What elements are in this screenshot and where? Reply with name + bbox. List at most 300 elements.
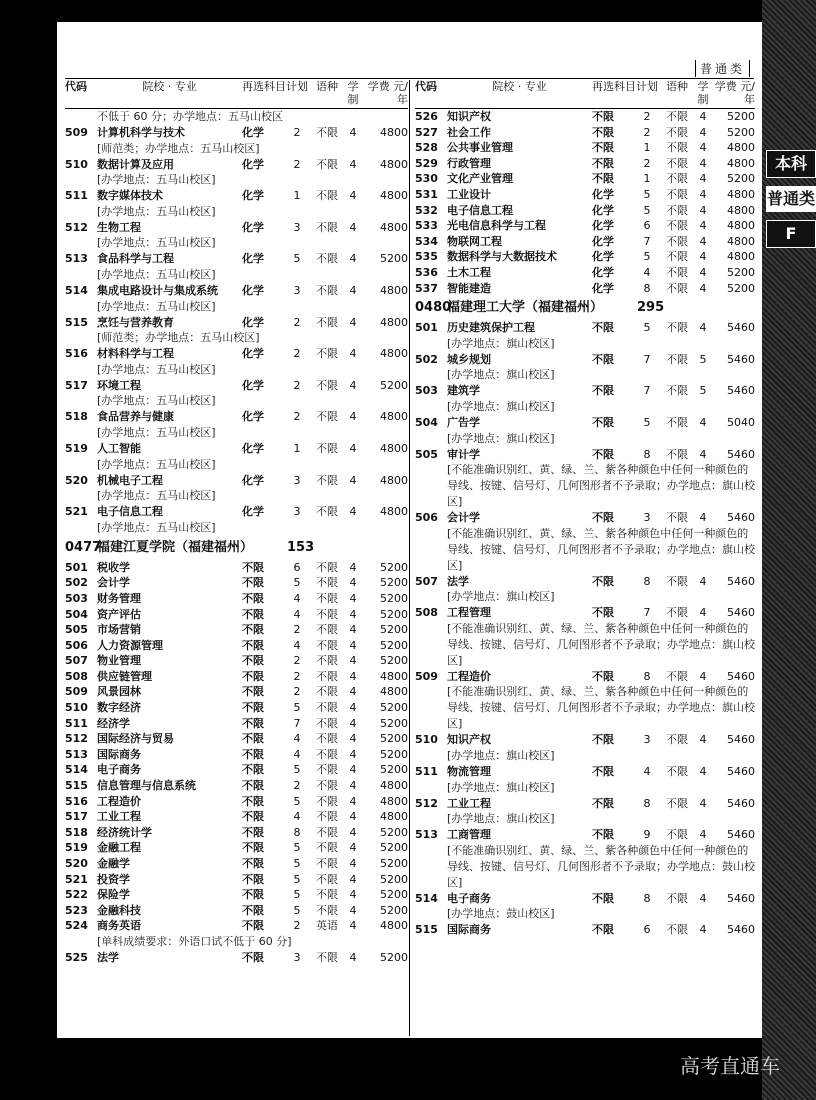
duration: 4: [349, 126, 357, 139]
language: 不限: [316, 888, 338, 902]
tuition-fee: 5200: [727, 125, 755, 139]
plan-count: 5: [643, 415, 651, 429]
table-row: [415, 320, 755, 336]
major-name: 保险学: [97, 888, 130, 902]
language: 不限: [666, 219, 688, 233]
tuition-fee: 5200: [380, 716, 408, 730]
language: 不限: [316, 560, 338, 574]
duration: 4: [349, 810, 357, 824]
row-note: [办学地点：五马山校区]: [97, 520, 216, 534]
major-code: 502: [415, 352, 438, 366]
major-code: 507: [65, 654, 88, 668]
tuition-fee: 5460: [727, 447, 755, 461]
language: 不限: [316, 794, 338, 808]
duration: 4: [349, 841, 357, 855]
required-subject: 不限: [592, 352, 614, 366]
required-subject: 不限: [592, 511, 614, 525]
row-note: [办学地点：五马山校区]: [97, 489, 216, 503]
major-name: 法学: [447, 574, 469, 588]
table-row: [65, 731, 408, 747]
header-fee: 学费 元/年: [714, 80, 755, 106]
row-note: [办学地点：旗山校区]: [447, 749, 555, 763]
language: 不限: [316, 669, 338, 683]
table-row: [415, 140, 755, 156]
required-subject: 不限: [242, 872, 264, 886]
duration: 4: [699, 574, 707, 588]
major-code: 528: [415, 141, 438, 155]
table-row: [415, 156, 755, 172]
major-code: 519: [65, 841, 88, 855]
duration: 4: [349, 591, 357, 605]
major-name: 投资学: [97, 872, 130, 886]
required-subject: 化学: [242, 441, 264, 455]
language: 不限: [316, 654, 338, 668]
duration: 4: [699, 172, 707, 186]
plan-count: 2: [293, 126, 301, 139]
required-subject: 不限: [242, 763, 264, 777]
required-subject: 化学: [242, 473, 264, 487]
major-name: 电子商务: [97, 763, 141, 777]
plan-count: 5: [293, 576, 301, 590]
duration: 4: [349, 716, 357, 730]
required-subject: 不限: [592, 606, 614, 620]
left-table-body: [65, 109, 408, 966]
major-code: 519: [65, 441, 88, 455]
school-total: 153: [287, 539, 315, 555]
table-row: [415, 187, 755, 203]
required-subject: 不限: [592, 733, 614, 747]
required-subject: 不限: [242, 857, 264, 870]
duration: 4: [349, 157, 357, 171]
duration: 4: [699, 733, 707, 747]
duration: 4: [349, 888, 357, 902]
row-note: [办学地点：五马山校区]: [97, 173, 216, 187]
table-row: [415, 203, 755, 219]
language: 不限: [316, 126, 338, 139]
tuition-fee: 4800: [727, 219, 755, 233]
tuition-fee: 4800: [380, 919, 408, 933]
major-name: 生物工程: [97, 220, 141, 234]
table-row: [65, 638, 408, 654]
table-row: [65, 441, 408, 457]
major-name: 国际经济与贸易: [97, 732, 174, 746]
major-name: 土木工程: [447, 265, 491, 279]
row-note: [不能准确识别红、黄、绿、兰、紫各种颜色中任何一种颜色的导线、按键、信号灯、几何图形者不予录取；办学地点：鼓山校区]: [447, 843, 755, 889]
plan-count: 7: [293, 716, 301, 730]
row-note: [办学地点：鼓山校区]: [447, 907, 555, 921]
plan-count: 5: [643, 321, 651, 335]
required-subject: 不限: [592, 415, 614, 429]
required-subject: 不限: [242, 716, 264, 730]
required-subject: 不限: [592, 669, 614, 683]
tuition-fee: 5460: [727, 511, 755, 525]
table-row: [65, 473, 408, 489]
plan-count: 7: [643, 352, 651, 366]
required-subject: 不限: [592, 110, 614, 123]
plan-count: 4: [643, 265, 651, 279]
header-lang: 语种: [316, 80, 338, 93]
major-name: 经济统计学: [97, 825, 152, 839]
required-subject: 不限: [592, 125, 614, 139]
language: 不限: [666, 156, 688, 170]
table-row: [415, 383, 755, 399]
duration: 4: [699, 669, 707, 683]
plan-count: 5: [643, 187, 651, 201]
duration: 4: [699, 234, 707, 248]
major-code: 505: [415, 447, 438, 461]
required-subject: 不限: [592, 796, 614, 810]
major-code: 511: [65, 189, 88, 203]
tuition-fee: 5200: [727, 172, 755, 186]
language: 不限: [316, 841, 338, 855]
table-row: [415, 109, 755, 125]
major-code: 531: [415, 187, 438, 201]
table-row: [65, 378, 408, 394]
major-name: 知识产权: [447, 733, 491, 747]
language: 不限: [666, 203, 688, 217]
plan-count: 5: [293, 763, 301, 777]
table-row: [65, 747, 408, 763]
tuition-fee: 5460: [727, 384, 755, 398]
page-category-tag: 普通类: [695, 60, 750, 77]
required-subject: 化学: [242, 157, 264, 171]
major-name: 材料科学与工程: [97, 347, 174, 361]
header-subject: 再选科目: [242, 80, 286, 93]
duration: 4: [699, 606, 707, 620]
major-name: 工程造价: [97, 794, 141, 808]
table-row: [65, 409, 408, 425]
language: 不限: [316, 747, 338, 761]
tuition-fee: 5200: [727, 110, 755, 123]
table-row: [65, 669, 408, 685]
plan-count: 3: [643, 511, 651, 525]
major-code: 530: [415, 172, 438, 186]
required-subject: 不限: [242, 576, 264, 590]
table-row: [65, 872, 408, 888]
tuition-fee: 5460: [727, 733, 755, 747]
duration: 4: [699, 110, 707, 123]
required-subject: 不限: [592, 172, 614, 186]
language: 不限: [666, 447, 688, 461]
major-code: 503: [65, 591, 88, 605]
tuition-fee: 5460: [727, 796, 755, 810]
row-note: [不能准确识别红、黄、绿、兰、紫各种颜色中任何一种颜色的导线、按键、信号灯、几何图形者不予录取；办学地点：旗山校区]: [447, 463, 755, 509]
language: 不限: [666, 250, 688, 264]
major-code: 513: [415, 828, 438, 842]
major-code: 503: [415, 384, 438, 398]
major-code: 514: [415, 891, 438, 905]
table-row: [415, 764, 755, 780]
required-subject: 化学: [242, 410, 264, 424]
language: 不限: [666, 891, 688, 905]
required-subject: 化学: [592, 265, 614, 279]
major-name: 食品营养与健康: [97, 410, 174, 424]
watermark: 高考直通车: [680, 1054, 780, 1078]
table-row: [415, 605, 755, 621]
major-code: 523: [65, 903, 88, 917]
required-subject: 不限: [592, 923, 614, 937]
plan-count: 3: [293, 505, 301, 519]
row-note: [师范类；办学地点：五马山校区]: [97, 331, 260, 345]
table-row: [65, 856, 408, 872]
plan-count: 3: [293, 283, 301, 297]
major-code: 501: [415, 321, 438, 335]
row-note: [办学地点：五马山校区]: [97, 362, 216, 376]
header-code: 代码: [415, 80, 437, 93]
major-name: 公共事业管理: [447, 141, 513, 155]
major-name: 风景园林: [97, 685, 141, 699]
tuition-fee: 4800: [380, 779, 408, 793]
school-total: 295: [637, 300, 665, 316]
required-subject: 化学: [242, 220, 264, 234]
header-lang: 语种: [666, 80, 688, 93]
required-subject: 不限: [242, 560, 264, 574]
tuition-fee: 4800: [380, 473, 408, 487]
required-subject: 化学: [242, 315, 264, 329]
major-name: 社会工作: [447, 125, 491, 139]
major-name: 经济学: [97, 716, 130, 730]
required-subject: 不限: [242, 950, 264, 964]
major-code: 515: [65, 779, 88, 793]
language: 不限: [316, 591, 338, 605]
required-subject: 不限: [242, 591, 264, 605]
table-row: [65, 903, 408, 919]
tuition-fee: 5460: [727, 352, 755, 366]
tuition-fee: 5460: [727, 606, 755, 620]
duration: 4: [349, 252, 357, 266]
tuition-fee: 5200: [727, 265, 755, 279]
plan-count: 7: [643, 384, 651, 398]
required-subject: 不限: [242, 685, 264, 699]
plan-count: 3: [643, 733, 651, 747]
tuition-fee: 4800: [380, 505, 408, 519]
language: 不限: [316, 638, 338, 652]
table-row: [415, 447, 755, 463]
major-code: 506: [415, 511, 438, 525]
row-note: [不能准确识别红、黄、绿、兰、紫各种颜色中任何一种颜色的导线、按键、信号灯、几何图形者不予录取；办学地点：旗山校区]: [447, 685, 755, 731]
tuition-fee: 5200: [380, 378, 408, 392]
row-note: 不低于 60 分；办学地点：五马山校区: [97, 110, 283, 123]
table-row: [65, 607, 408, 623]
required-subject: 化学: [592, 250, 614, 264]
table-row: [415, 265, 755, 281]
language: 不限: [316, 410, 338, 424]
school-heading: [415, 298, 755, 318]
plan-count: 5: [293, 252, 301, 266]
duration: 4: [349, 576, 357, 590]
side-tab-undergrad: 本科: [766, 150, 816, 178]
major-name: 信息管理与信息系统: [97, 779, 196, 793]
plan-count: 4: [293, 747, 301, 761]
major-name: 数字媒体技术: [97, 189, 163, 203]
major-code: 510: [65, 157, 88, 171]
row-note: [办学地点：五马山校区]: [97, 457, 216, 471]
tuition-fee: 5200: [380, 763, 408, 777]
plan-count: 3: [293, 950, 301, 964]
major-name: 工程造价: [447, 669, 491, 683]
header-fee: 学费 元/年: [367, 80, 408, 106]
required-subject: 化学: [242, 189, 264, 203]
table-row: [415, 281, 755, 297]
duration: 4: [349, 950, 357, 964]
table-row: [415, 218, 755, 234]
tuition-fee: 5460: [727, 923, 755, 937]
language: 不限: [666, 110, 688, 123]
tuition-fee: 4800: [380, 347, 408, 361]
required-subject: 不限: [592, 574, 614, 588]
tuition-fee: 4800: [727, 234, 755, 248]
tuition-fee: 4800: [380, 157, 408, 171]
major-name: 工业工程: [447, 796, 491, 810]
table-row: [65, 653, 408, 669]
major-name: 财务管理: [97, 591, 141, 605]
school-code: 0480: [415, 300, 452, 316]
required-subject: 不限: [592, 447, 614, 461]
tuition-fee: 5200: [380, 607, 408, 621]
major-name: 审计学: [447, 447, 480, 461]
major-name: 食品科学与工程: [97, 252, 174, 266]
tuition-fee: 5200: [727, 281, 755, 295]
duration: 4: [349, 794, 357, 808]
duration: 4: [349, 607, 357, 621]
major-name: 集成电路设计与集成系统: [97, 283, 218, 297]
header-subject: 再选科目: [592, 80, 636, 93]
required-subject: 不限: [592, 141, 614, 155]
language: 不限: [666, 141, 688, 155]
required-subject: 化学: [592, 234, 614, 248]
plan-count: 4: [293, 810, 301, 824]
major-code: 505: [65, 623, 88, 637]
major-name: 广告学: [447, 415, 480, 429]
tuition-fee: 5200: [380, 560, 408, 574]
duration: 4: [349, 701, 357, 715]
major-name: 资产评估: [97, 607, 141, 621]
plan-count: 8: [643, 796, 651, 810]
major-code: 504: [415, 415, 438, 429]
major-name: 物联网工程: [447, 234, 502, 248]
major-code: 504: [65, 607, 88, 621]
major-name: 环境工程: [97, 378, 141, 392]
duration: 4: [699, 141, 707, 155]
major-name: 商务英语: [97, 919, 141, 933]
plan-count: 5: [293, 794, 301, 808]
major-code: 501: [65, 560, 88, 574]
plan-count: 5: [293, 857, 301, 870]
header-plan: 计划: [286, 80, 308, 93]
duration: 4: [699, 125, 707, 139]
table-row: [415, 796, 755, 812]
duration: 4: [349, 347, 357, 361]
language: 不限: [316, 441, 338, 455]
duration: 4: [699, 187, 707, 201]
plan-count: 1: [643, 172, 651, 186]
table-row: [65, 188, 408, 204]
language: 不限: [316, 732, 338, 746]
required-subject: 不限: [242, 794, 264, 808]
table-row: [415, 125, 755, 141]
language: 不限: [666, 187, 688, 201]
required-subject: 化学: [242, 347, 264, 361]
major-code: 512: [65, 732, 88, 746]
duration: 4: [699, 796, 707, 810]
major-name: 人工智能: [97, 441, 141, 455]
duration: 4: [349, 473, 357, 487]
row-note: [办学地点：五马山校区]: [97, 204, 216, 218]
tuition-fee: 4800: [380, 315, 408, 329]
tuition-fee: 4800: [380, 220, 408, 234]
major-name: 会计学: [97, 576, 130, 590]
major-name: 物业管理: [97, 654, 141, 668]
plan-count: 2: [643, 110, 651, 123]
side-tabs: [766, 150, 816, 256]
major-code: 520: [65, 473, 88, 487]
required-subject: 不限: [592, 765, 614, 779]
major-code: 532: [415, 203, 438, 217]
duration: 4: [349, 732, 357, 746]
required-subject: 化学: [242, 283, 264, 297]
major-name: 数据计算及应用: [97, 157, 174, 171]
duration: 4: [349, 825, 357, 839]
language: 不限: [666, 511, 688, 525]
table-row: [65, 887, 408, 903]
duration: 4: [349, 903, 357, 917]
major-name: 行政管理: [447, 156, 491, 170]
major-code: 535: [415, 250, 438, 264]
tuition-fee: 4800: [380, 283, 408, 297]
header-code: 代码: [65, 80, 87, 93]
right-column: [415, 80, 755, 938]
major-name: 烹饪与营养教育: [97, 315, 174, 329]
table-row: [415, 415, 755, 431]
major-name: 法学: [97, 950, 119, 964]
major-code: 533: [415, 219, 438, 233]
school-heading: [65, 538, 408, 558]
tuition-fee: 5200: [380, 252, 408, 266]
row-note: [办学地点：旗山校区]: [447, 368, 555, 382]
duration: 4: [699, 321, 707, 335]
duration: 4: [699, 265, 707, 279]
tuition-fee: 4800: [380, 810, 408, 824]
major-code: 522: [65, 888, 88, 902]
tuition-fee: 5200: [380, 888, 408, 902]
required-subject: 不限: [242, 607, 264, 621]
major-name: 市场营销: [97, 623, 141, 637]
major-code: 521: [65, 505, 88, 519]
required-subject: 不限: [242, 919, 264, 933]
duration: 4: [699, 511, 707, 525]
language: 不限: [666, 733, 688, 747]
plan-count: 4: [293, 732, 301, 746]
plan-count: 2: [293, 623, 301, 637]
row-note: [办学地点：五马山校区]: [97, 267, 216, 281]
major-code: 521: [65, 872, 88, 886]
tuition-fee: 5200: [380, 701, 408, 715]
major-code: 518: [65, 825, 88, 839]
required-subject: 不限: [592, 384, 614, 398]
required-subject: 不限: [242, 779, 264, 793]
table-row: [65, 716, 408, 732]
duration: 4: [349, 505, 357, 519]
tuition-fee: 4800: [380, 794, 408, 808]
table-row: [415, 891, 755, 907]
language: 不限: [316, 252, 338, 266]
duration: 4: [349, 872, 357, 886]
major-code: 512: [415, 796, 438, 810]
major-name: 工业设计: [447, 187, 491, 201]
major-code: 537: [415, 281, 438, 295]
table-row: [65, 504, 408, 520]
duration: 4: [349, 441, 357, 455]
